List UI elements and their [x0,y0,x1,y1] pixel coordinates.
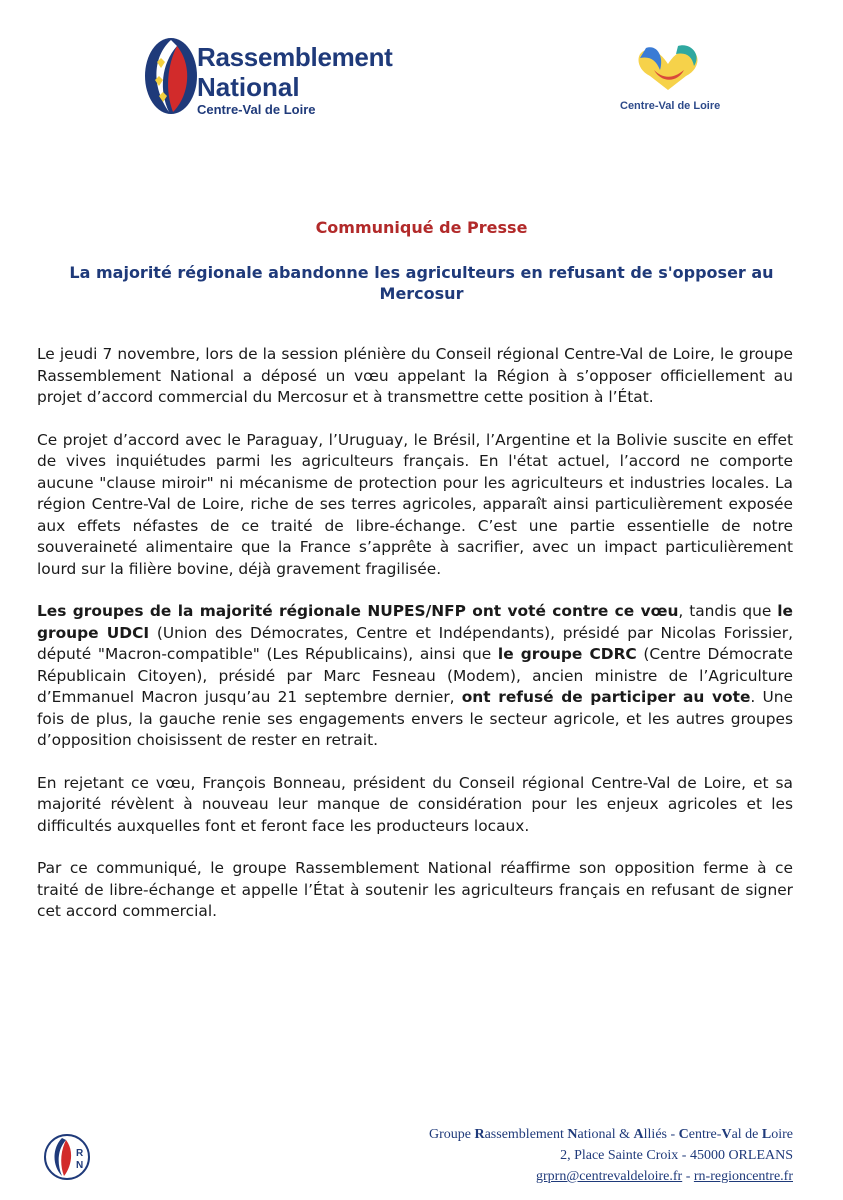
rn-flame-emblem-icon [143,36,199,116]
paragraph-2: Ce projet d’accord avec le Paraguay, l’Uruguay, le Brésil, l’Argentine et la Bolivie suscite en effet de vives inquiétudes parmi les agriculteurs français. En l'état actuel, l’accord ne comporte aucune "clause miroir" ni mécanisme de protection pour les agriculteurs et industries locales. La région Centre-Val de Loire, riche de ses terres agricoles, apparaît ainsi particulièrement exposée aux effets néfastes de ce traité de libre-échange. C’est une partie essentielle de notre souveraineté alimentaire que la France s’apprête à sacrifier, avec un impact particulièrement lourd sur la filière bovine, déjà gravement fragilisée. [37,430,793,578]
footer-initial: L [761,1127,772,1142]
rn-logo [143,32,403,122]
footer-group-line [429,1124,793,1145]
svg-text:R: R [76,1148,84,1159]
paragraph-1: Le jeudi 7 novembre, lors de la session plénière du Conseil régional Centre-Val de Loire, le groupe Rassemblement National a déposé un vœu appelant la Région à s’opposer officiellement au projet d’accord commercial du Mercosur et à transmettre cette position à l’État. [37,345,793,406]
text-span: , tandis que [678,602,778,620]
text-span: (Union des Démocrates, Centre et Indépendants), présidé par Nicolas Forissier, député "Macron-compatible" (Les Républicains), ainsi que [37,623,793,663]
footer-text: entre- [688,1127,722,1142]
bold-phrase: le groupe CDRC [497,645,637,663]
rn-logo-line3: Centre-Val de Loire [197,102,316,117]
rn-logo-line1: Rassemblement [197,42,393,72]
website-link[interactable]: rn-regioncentre.fr [693,1169,793,1184]
footer-initial: R [474,1127,485,1142]
text-span: . Une fois de plus, la gauche renie ses engagements envers le secteur agricole, et les autres groupes d’opposition choisissent de rester en retrait. [37,688,793,749]
region-heart-logo-icon [628,40,708,96]
bold-phrase: ont refusé de participer au vote [461,688,751,706]
footer-text: oire [771,1127,793,1142]
document-body [37,344,793,944]
bold-phrase: Les groupes de la majorité régionale NUPES/NFP ont voté contre ce vœu [37,602,679,620]
footer-text: al de [731,1127,762,1142]
paragraph-3 [37,601,793,752]
headline: La majorité régionale abandonne les agriculteurs en refusant de s'opposer au Mercosur [69,263,774,303]
footer-text: assemblement [484,1127,568,1142]
bold-phrase: le groupe UDCI [37,602,793,642]
paragraph-4: En rejetant ce vœu, François Bonneau, président du Conseil régional Centre-Val de Loire, et sa majorité révèlent à nouveau leur manque de considération pour les enjeux agricoles et les difficultés auxquelles font et feront face les producteurs locaux. [37,773,793,835]
svg-text:N: N [76,1160,84,1171]
email-link[interactable]: grprn@centrevaldeloire.fr [536,1169,683,1184]
footer-initial: C [678,1127,689,1142]
rn-logo-line2: National [197,72,300,102]
text-span: (Centre Démocrate Républicain Citoyen), présidé par Marc Fesneau (Modem), ancien ministre de l’Agriculture d’Emmanuel Macron jusqu’au 21 septembre dernier, [37,645,793,706]
footer-links [429,1166,793,1187]
footer-text: Groupe [428,1127,475,1142]
footer-initial: N [567,1127,578,1142]
region-logo-label: Centre-Val de Loire [620,100,721,112]
footer-initial: V [721,1127,732,1142]
press-release-label: Communiqué de Presse [315,218,528,237]
footer-address: 2, Place Sainte Croix - 45000 ORLEANS [560,1148,793,1163]
paragraph-5: Par ce communiqué, le groupe Rassemblement National réaffirme son opposition ferme à ce traité de libre-échange et appelle l’État à soutenir les agriculteurs français en refusant de signer cet accord commercial. [37,859,793,920]
footer-text: lliés - [643,1127,679,1142]
footer-initial: A [633,1127,644,1142]
footer-contact [429,1124,793,1187]
footer-text: ational & [577,1127,634,1142]
rn-small-logo-icon [42,1132,92,1182]
footer-separator: - [682,1169,694,1184]
region-logo [620,40,720,120]
